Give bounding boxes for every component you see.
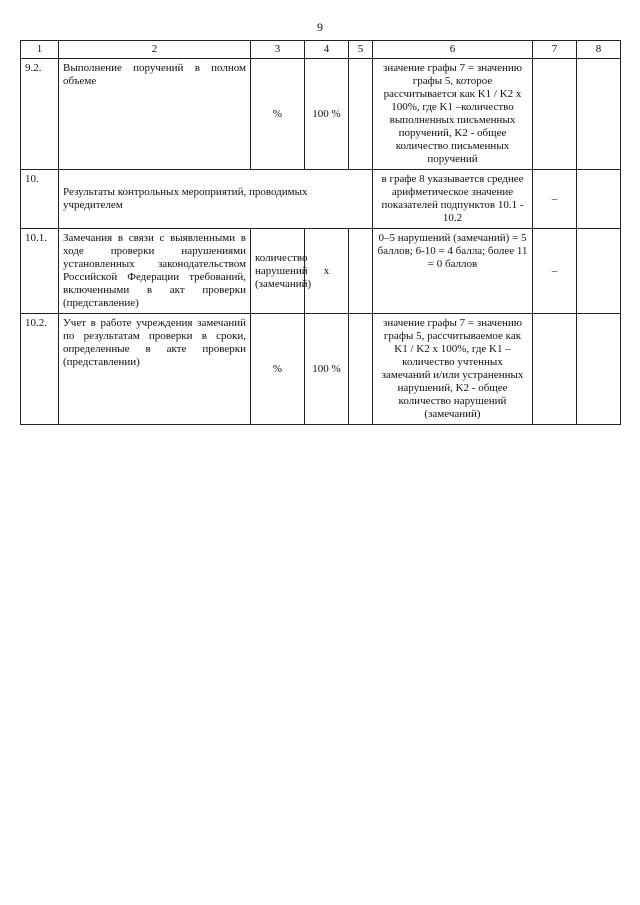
column-8-cell [577,314,621,425]
page-number: 9 [317,20,323,34]
column-header-2: 2 [59,41,251,59]
table-row-10-1 [21,229,621,314]
section-name: Результаты контрольных мероприятий, проводимых учредителем [59,170,373,229]
table-row-10-2 [21,314,621,425]
criterion-name: Выполнение поручений в полном объеме [59,59,251,170]
row-number: 9.2. [21,59,59,170]
column-header-7: 7 [533,41,577,59]
column-header-5: 5 [349,41,373,59]
column-7-cell [533,314,577,425]
calculation-method-cell: 0–5 нарушений (замечаний) = 5 баллов; 6-10 = 4 балла; более 11 = 0 баллов [373,229,533,314]
calculation-method-cell: значение графы 7 = значению графы 5, которое рассчитывается как K1 / K2 x 100%, где K1 –количество выполненных письменных поручений, K2 - общее количество письменных поручений [373,59,533,170]
row-number: 10.2. [21,314,59,425]
target-value-cell: 100 % [305,314,349,425]
criterion-name: Учет в работе учреждения замечаний по результатам проверки в сроки, определенные в акте проверки (представлении) [59,314,251,425]
table-row-10 [21,170,621,229]
criteria-table-sheet [20,40,620,425]
column-8-cell [577,170,621,229]
column-number-row [21,41,621,59]
column-5-cell [349,314,373,425]
column-header-8: 8 [577,41,621,59]
calculation-method-cell: в графе 8 указывается среднее арифметическое значение показателей подпунктов 10.1 - 10.2 [373,170,533,229]
unit-cell: % [251,314,305,425]
column-8-cell [577,229,621,314]
unit-cell: количество нарушений (замечаний) [251,229,305,314]
table-row-9-2 [21,59,621,170]
calculation-method-cell: значение графы 7 = значению графы 5, рассчитываемое как K1 / K2 x 100%, где K1 – количество учтенных замечаний и/или устраненных нарушений, K2 - общее количество нарушений (замечаний) [373,314,533,425]
column-7-cell [533,59,577,170]
column-header-4: 4 [305,41,349,59]
row-number: 10.1. [21,229,59,314]
target-value-cell: x [305,229,349,314]
target-value-cell: 100 % [305,59,349,170]
criterion-name: Замечания в связи с выявленными в ходе проверки нарушениями установленных законодательством Российской Федерации требований, включенными в акт проверки (представление) [59,229,251,314]
column-5-cell [349,229,373,314]
column-header-3: 3 [251,41,305,59]
column-7-cell: – [533,229,577,314]
row-number: 10. [21,170,59,229]
column-header-6: 6 [373,41,533,59]
column-5-cell [349,59,373,170]
criteria-table [20,40,621,425]
column-7-cell: – [533,170,577,229]
column-header-1: 1 [21,41,59,59]
unit-cell: % [251,59,305,170]
column-8-cell [577,59,621,170]
